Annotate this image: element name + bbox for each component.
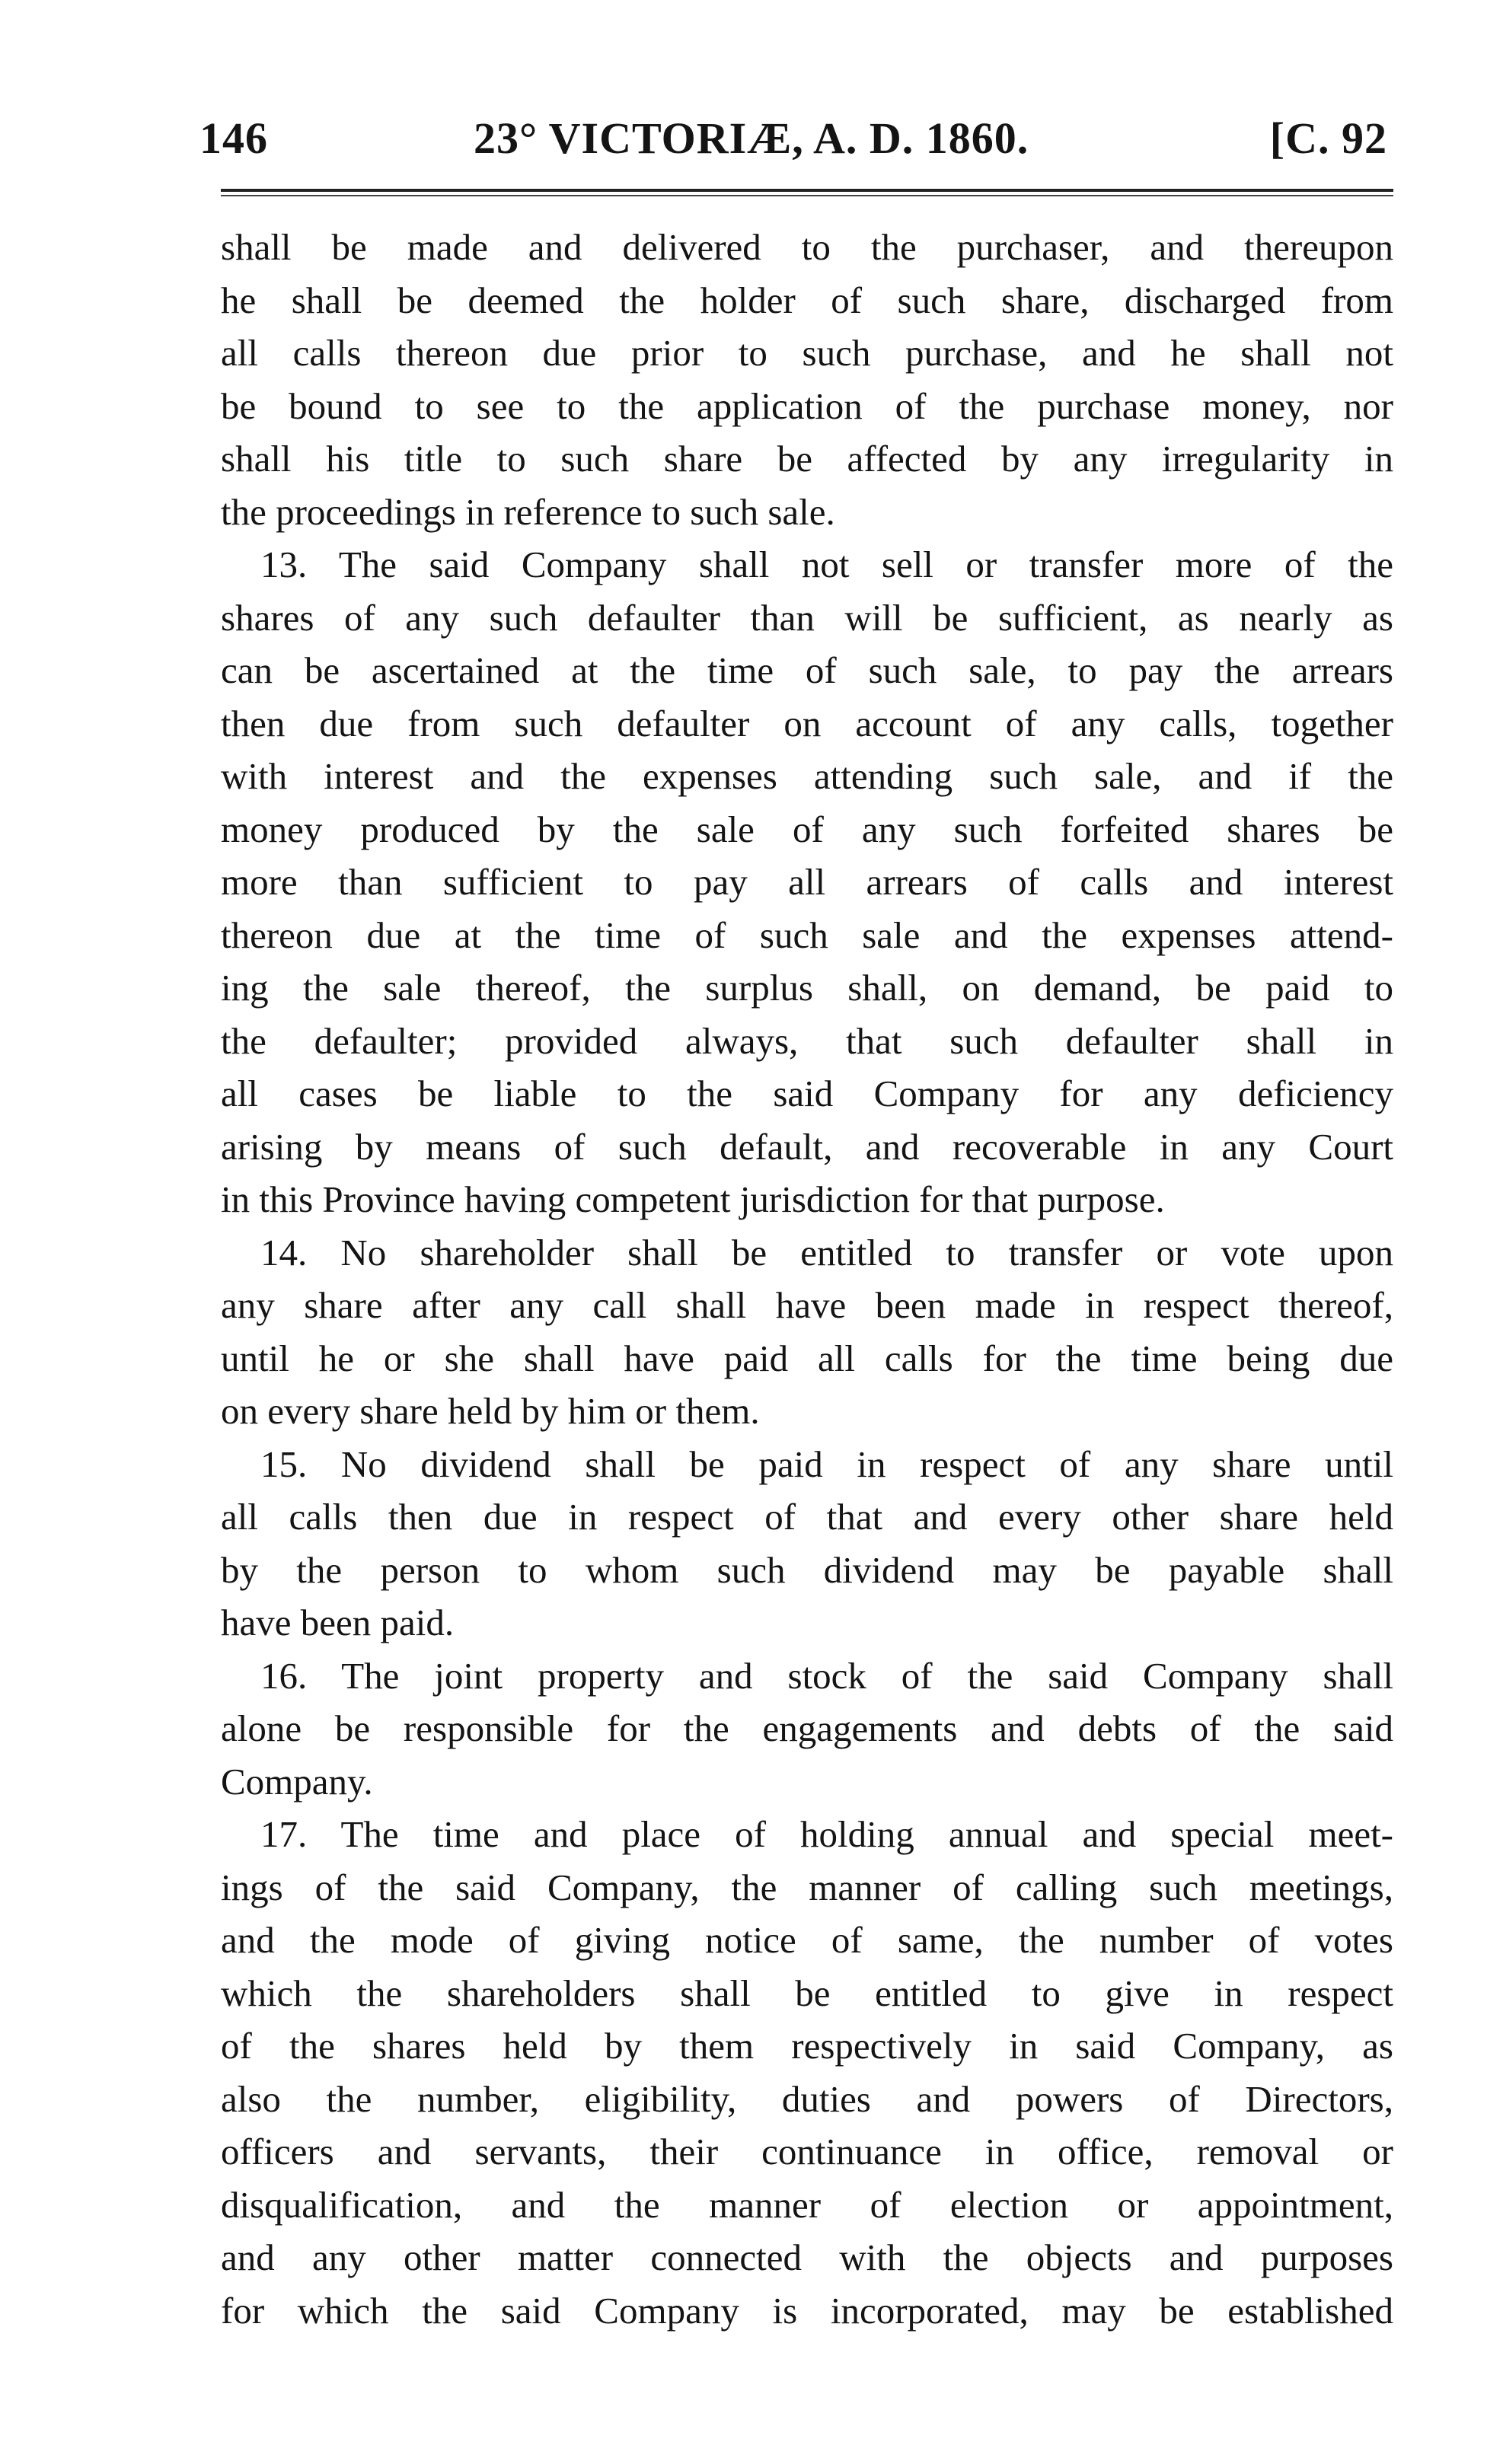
text-line: be bound to see to the application of the purchase money, nor	[221, 384, 1393, 427]
page-number: 146	[199, 113, 268, 163]
text-line: for which the said Company is incorporated, may be established	[221, 2289, 1393, 2332]
text-line: the proceedings in reference to such sale.	[221, 490, 835, 533]
running-title: 23° VICTORIÆ, A. D. 1860.	[474, 113, 1029, 163]
text-line: shall his title to such share be affected by any irregularity in	[221, 438, 1393, 480]
text-line: all calls then due in respect of that and every other share held	[221, 1496, 1393, 1538]
running-head	[199, 113, 1387, 181]
text-line: officers and servants, their continuance in office, removal or	[221, 2131, 1393, 2172]
text-line: shall be made and delivered to the purchaser, and thereupon	[221, 226, 1393, 268]
text-line: also the number, eligibility, duties and powers of Directors,	[221, 2077, 1393, 2120]
chapter-reference: [C. 92	[1269, 113, 1387, 163]
text-line: by the person to whom such dividend may be payable shall	[221, 1548, 1393, 1591]
header-rule-thick	[221, 189, 1393, 192]
text-line: all cases be liable to the said Company for any deficiency	[221, 1073, 1393, 1114]
section-15-start: 15. No dividend shall be paid in respect of any share until	[260, 1442, 1393, 1485]
text-line: in this Province having competent jurisdiction for that purpose.	[221, 1178, 1165, 1220]
text-line: shares of any such defaulter than will be sufficient, as nearly as	[221, 596, 1393, 639]
text-line: until he or she shall have paid all calls for the time being due	[221, 1337, 1393, 1379]
text-line: which the shareholders shall be entitled to give in respect	[221, 1972, 1393, 2014]
text-line: more than sufficient to pay all arrears of calls and interest	[221, 861, 1393, 903]
text-line: have been paid.	[221, 1602, 455, 1643]
text-line: any share after any call shall have been made in respect thereof,	[221, 1284, 1393, 1326]
text-line: ing the sale thereof, the surplus shall, on demand, be paid to	[221, 967, 1393, 1009]
text-line: arising by means of such default, and recoverable in any Court	[221, 1125, 1393, 1168]
text-line: he shall be deemed the holder of such share, discharged from	[221, 279, 1393, 321]
section-14-start: 14. No shareholder shall be entitled to transfer or vote upon	[260, 1231, 1393, 1273]
text-line: alone be responsible for the engagements and debts of the said	[221, 1707, 1393, 1749]
text-line: then due from such defaulter on account of any calls, together	[221, 702, 1393, 744]
body-text	[221, 221, 1393, 2337]
text-line: and the mode of giving notice of same, the number of votes	[221, 1919, 1393, 1961]
header-rule-thin	[221, 195, 1393, 196]
text-line: money produced by the sale of any such forfeited shares be	[221, 808, 1393, 850]
section-16-start: 16. The joint property and stock of the said Company shall	[260, 1654, 1393, 1697]
text-line: all calls thereon due prior to such purchase, and he shall not	[221, 332, 1393, 374]
text-line: ings of the said Company, the manner of calling such meetings,	[221, 1866, 1393, 1908]
text-line: with interest and the expenses attending such sale, and if the	[221, 755, 1393, 797]
text-line: on every share held by him or them.	[221, 1390, 760, 1432]
text-line: the defaulter; provided always, that such defaulter shall in	[221, 1019, 1393, 1062]
text-line: disqualification, and the manner of election or appointment,	[221, 2183, 1393, 2226]
text-line: can be ascertained at the time of such sale, to pay the arrears	[221, 649, 1393, 691]
text-line: of the shares held by them respectively in said Company, as	[221, 2025, 1393, 2067]
section-17-start: 17. The time and place of holding annual and special meet-	[260, 1813, 1393, 1855]
section-13-start: 13. The said Company shall not sell or transfer more of the	[260, 543, 1393, 585]
text-line: and any other matter connected with the objects and purposes	[221, 2236, 1393, 2278]
text-line: Company.	[221, 1760, 373, 1803]
text-line: thereon due at the time of such sale and the expenses attend-	[221, 913, 1393, 956]
